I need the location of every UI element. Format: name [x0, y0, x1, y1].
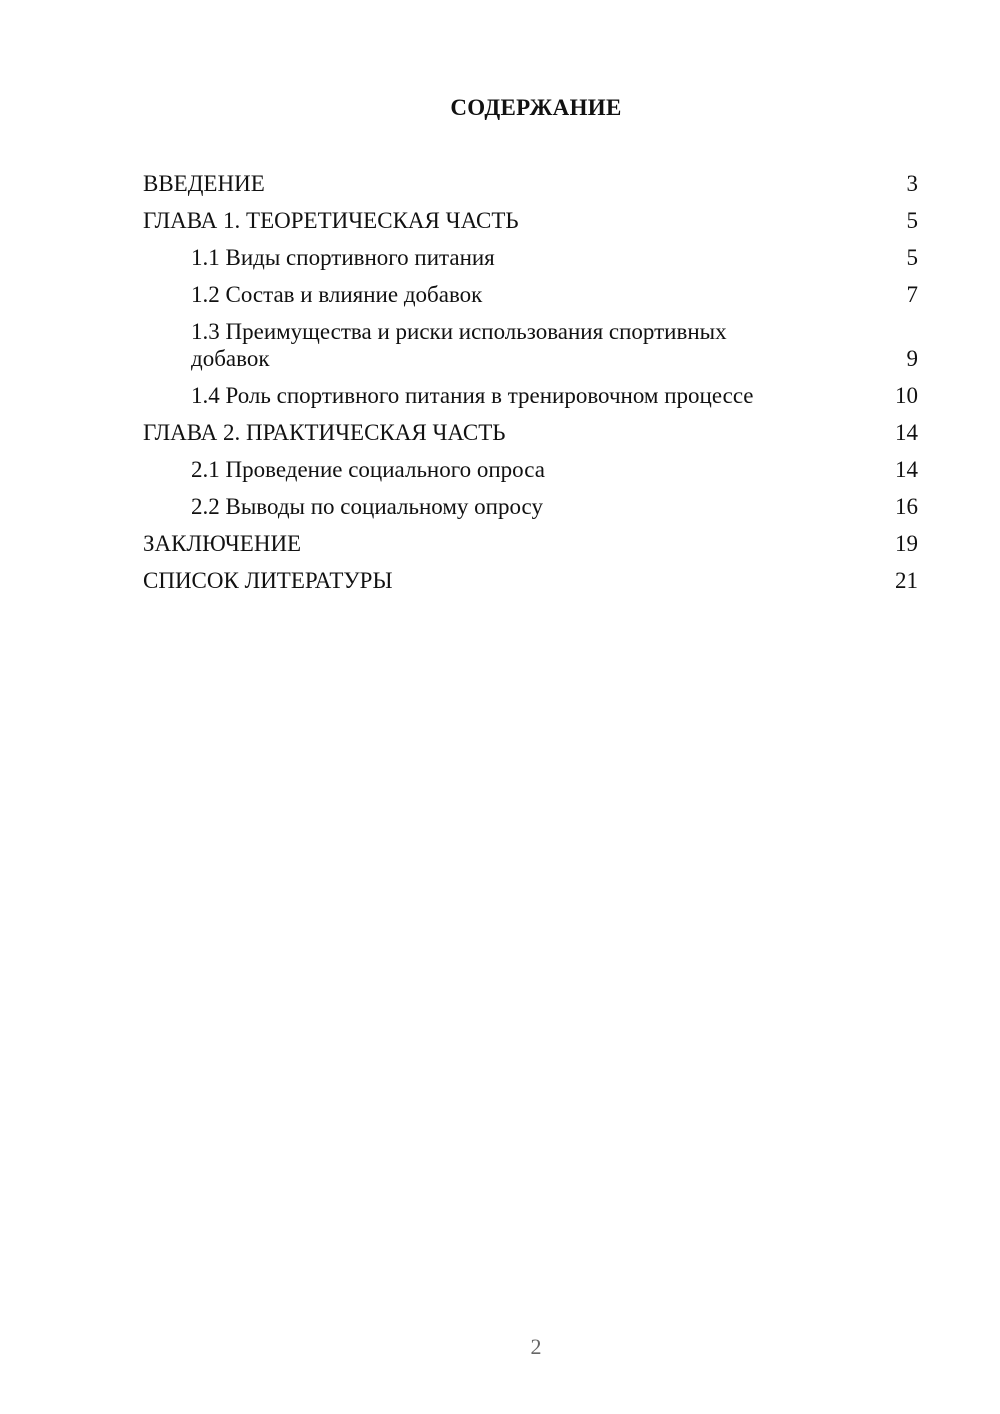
toc-entry-page: 9 [906, 346, 918, 371]
toc-entry-page: 5 [906, 208, 918, 233]
toc-entry-text: ГЛАВА 2. ПРАКТИЧЕСКАЯ ЧАСТЬ [143, 420, 506, 445]
toc-entry-introduction[interactable] [143, 170, 918, 197]
toc-entry-text: 1.2 Состав и влияние добавок [191, 282, 483, 307]
toc-entry-conclusion[interactable] [143, 530, 918, 557]
toc-entry-page: 3 [906, 171, 918, 196]
toc-entry-section-2-1[interactable] [143, 456, 918, 483]
toc-entry-page: 7 [906, 282, 918, 307]
toc-entry-section-1-2[interactable] [143, 281, 918, 308]
toc-entry-text: ГЛАВА 1. ТЕОРЕТИЧЕСКАЯ ЧАСТЬ [143, 208, 519, 233]
toc-entry-text: 2.2 Выводы по социальному опросу [191, 494, 543, 519]
toc-entry-section-1-4[interactable] [143, 382, 918, 409]
toc-entry-page: 14 [895, 420, 918, 445]
toc-entry-text: 1.4 Роль спортивного питания в тренировочном процессе [191, 383, 754, 408]
toc-entry-chapter-2[interactable] [143, 419, 918, 446]
page-number: 2 [530, 1334, 542, 1359]
toc-entry-text: ВВЕДЕНИЕ [143, 171, 265, 196]
table-of-contents [143, 170, 918, 604]
toc-entry-text: 2.1 Проведение социального опроса [191, 457, 545, 482]
toc-entry-chapter-1[interactable] [143, 207, 918, 234]
toc-title: СОДЕРЖАНИЕ [450, 95, 622, 120]
toc-entry-page: 14 [895, 457, 918, 482]
toc-entry-page: 21 [895, 568, 918, 593]
toc-entry-section-2-2[interactable] [143, 493, 918, 520]
toc-entry-section-1-1[interactable] [143, 244, 918, 271]
toc-entry-page: 16 [895, 494, 918, 519]
toc-entry-page: 5 [906, 245, 918, 270]
toc-entry-text: СПИСОК ЛИТЕРАТУРЫ [143, 568, 393, 593]
toc-entry-text: ЗАКЛЮЧЕНИЕ [143, 531, 302, 556]
toc-entry-text: 1.3 Преимущества и риски использования спортивных добавок [191, 319, 727, 371]
toc-entry-text: 1.1 Виды спортивного питания [191, 245, 495, 270]
toc-entry-bibliography[interactable] [143, 567, 918, 594]
toc-entry-page: 19 [895, 531, 918, 556]
toc-entry-page: 10 [895, 383, 918, 408]
toc-entry-section-1-3[interactable] [143, 318, 918, 372]
